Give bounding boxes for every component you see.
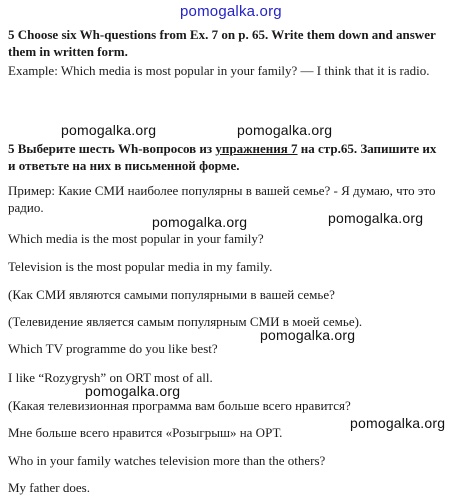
answer-line: I like “Rozygrysh” on ORT most of all. xyxy=(8,370,213,385)
ru-task-example-line2: радио. xyxy=(8,200,44,215)
watermark: pomogalka.org xyxy=(350,415,446,431)
en-task-line1: 5 Choose six Wh-questions from Ex. 7 on p. 65. Write them down and answer xyxy=(8,27,436,42)
answer-line: Мне больше всего нравится «Розыгрыш» на ОРТ. xyxy=(8,425,283,440)
ru-task-line1 xyxy=(8,141,436,157)
answer-line: Television is the most popular media in my family. xyxy=(8,259,273,274)
watermark-top: pomogalka.org xyxy=(180,3,282,20)
answer-line: Which TV programme do you like best? xyxy=(8,341,218,356)
answer-line: (Телевидение является самым популярным СМИ в моей семье). xyxy=(8,314,363,329)
ru-task-line1-after: на стр.65. Запишите их xyxy=(297,141,437,156)
watermark: pomogalka.org xyxy=(237,122,333,138)
answer-line: My father does. xyxy=(8,480,90,495)
en-task-example: Example: Which media is most popular in your family? — I think that it is radio. xyxy=(8,63,430,78)
watermark: pomogalka.org xyxy=(61,122,157,138)
exercise-link[interactable]: упражнения 7 xyxy=(215,141,298,156)
answer-line: Who in your family watches television more than the others? xyxy=(8,453,326,468)
ru-task-line2: и ответьте на них в письменной форме. xyxy=(8,158,240,173)
watermark: pomogalka.org xyxy=(260,327,356,343)
watermark: pomogalka.org xyxy=(85,383,181,399)
answer-line: (Как СМИ являются самыми популярными в вашей семье? xyxy=(8,287,335,302)
ru-task-line1-before: 5 Выберите шесть Wh-вопросов из xyxy=(8,141,216,156)
ru-task-example-line1: Пример: Какие СМИ наиболее популярны в вашей семье? - Я думаю, что это xyxy=(8,183,436,198)
answer-line: Which media is the most popular in your family? xyxy=(8,231,264,246)
answer-line: (Какая телевизионная программа вам больше всего нравится? xyxy=(8,398,351,413)
en-task-line2: them in written form. xyxy=(8,44,128,59)
watermark: pomogalka.org xyxy=(328,210,424,226)
watermark: pomogalka.org xyxy=(152,214,248,230)
